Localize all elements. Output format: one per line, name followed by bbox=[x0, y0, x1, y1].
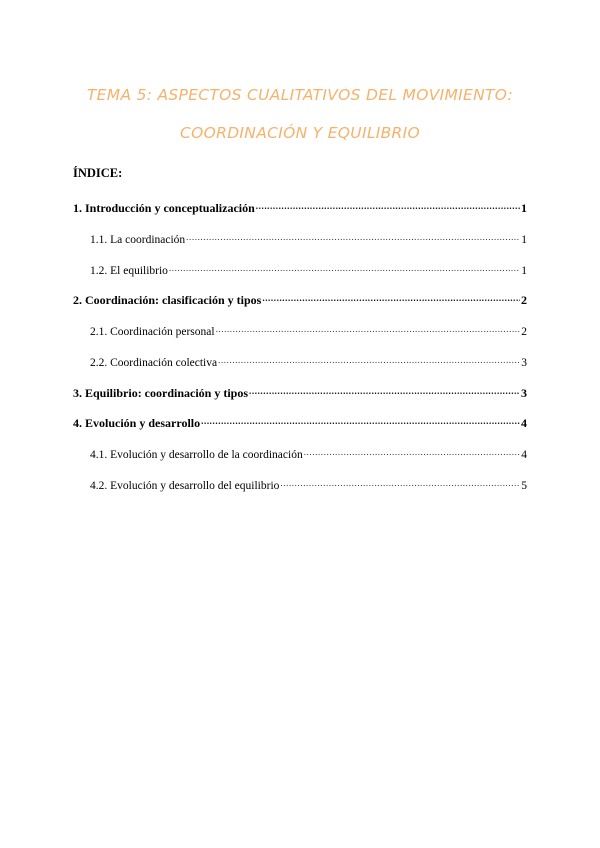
toc-dot-leader bbox=[186, 231, 520, 243]
toc-entry[interactable] bbox=[90, 354, 527, 370]
index-heading: ÍNDICE: bbox=[73, 166, 123, 180]
toc-entry[interactable] bbox=[90, 231, 527, 247]
toc-entry[interactable] bbox=[73, 200, 527, 216]
toc-entry-label: 4. Evolución y desarrollo bbox=[73, 416, 201, 430]
toc-entry-label: 1.1. La coordinación bbox=[90, 234, 186, 246]
document-title-line-1: TEMA 5: ASPECTOS CUALITATIVOS DEL MOVIMIENTO: bbox=[86, 86, 514, 104]
toc-dot-leader bbox=[249, 385, 520, 397]
toc-page-number: 3 bbox=[521, 357, 527, 369]
toc-entry[interactable] bbox=[90, 446, 527, 462]
toc-dot-leader bbox=[218, 354, 520, 366]
toc-dot-leader bbox=[256, 200, 520, 212]
toc-entry[interactable] bbox=[73, 385, 527, 401]
toc-entry-label: 4.1. Evolución y desarrollo de la coordinación bbox=[90, 449, 303, 461]
toc-page-number: 2 bbox=[521, 293, 527, 307]
toc-dot-leader bbox=[216, 323, 521, 335]
toc-dot-leader bbox=[304, 446, 521, 458]
toc-page-number: 1 bbox=[521, 265, 527, 277]
toc-page-number: 4 bbox=[521, 449, 527, 461]
toc-entry-label: 2.2. Coordinación colectiva bbox=[90, 357, 218, 369]
toc-entry-label: 2. Coordinación: clasificación y tipos bbox=[73, 293, 262, 307]
toc-dot-leader bbox=[169, 262, 520, 274]
toc-entry-label: 3. Equilibrio: coordinación y tipos bbox=[73, 386, 249, 400]
toc-entry-label: 1. Introducción y conceptualización bbox=[73, 201, 255, 215]
toc-dot-leader bbox=[201, 415, 520, 427]
document-title-line-2: COORDINACIÓN Y EQUILIBRIO bbox=[180, 124, 420, 142]
toc-page-number: 5 bbox=[521, 480, 527, 492]
toc-page-number: 4 bbox=[521, 416, 527, 430]
toc-entry[interactable] bbox=[90, 323, 527, 339]
toc-dot-leader bbox=[280, 477, 520, 489]
toc-entry[interactable] bbox=[73, 415, 527, 431]
toc-entry[interactable] bbox=[90, 477, 527, 493]
toc-entry-label: 4.2. Evolución y desarrollo del equilibrio bbox=[90, 480, 280, 492]
toc-entry-label: 2.1. Coordinación personal bbox=[90, 326, 215, 338]
toc-entry[interactable] bbox=[90, 262, 527, 278]
toc-page-number: 1 bbox=[521, 234, 527, 246]
toc-entry-label: 1.2. El equilibrio bbox=[90, 265, 168, 277]
toc-dot-leader bbox=[262, 292, 520, 304]
toc-page-number: 3 bbox=[521, 386, 527, 400]
toc-page-number: 2 bbox=[521, 326, 527, 338]
toc-page-number: 1 bbox=[521, 201, 527, 215]
toc-entry[interactable] bbox=[73, 292, 527, 308]
